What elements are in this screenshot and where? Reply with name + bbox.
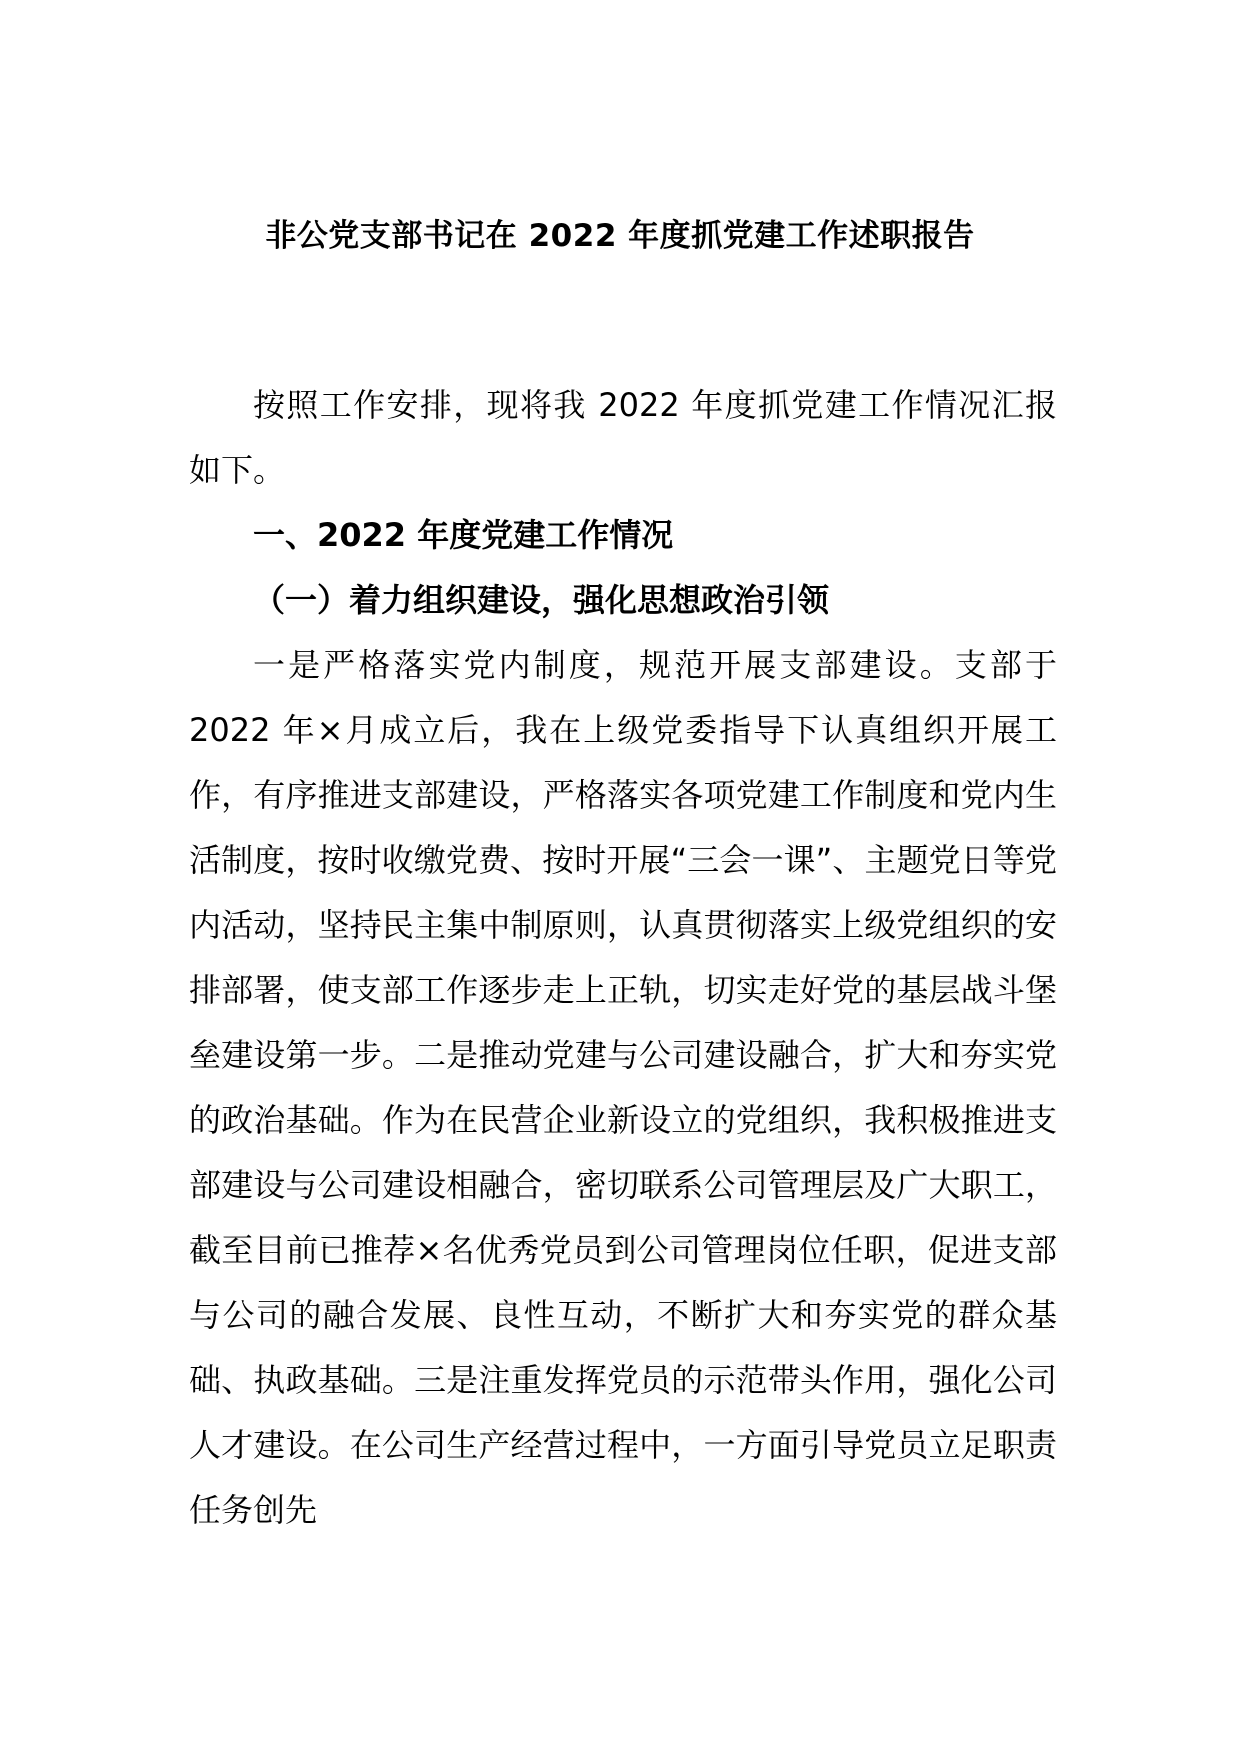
subsection-heading: （一）着力组织建设，强化思想政治引领 xyxy=(253,581,830,619)
body-paragraph: 一是严格落实党内制度，规范开展支部建设。支部于2022 年×月成立后，我在上级党委指导下认真组织开展工作，有序推进支部建设，严格落实各项党建工作制度和党内生活制度，按时收缴党费、按时开展“三会一课”、主题党日等党内活动，坚持民主集中制原则，认真贯彻落实上级党组织的安排部署，使支部工作逐步走上正轨，切实走好党的基层战斗堡垒建设第一步。二是推动党建与公司建设融合，扩大和夯实党的政治基础。作为在民营企业新设立的党组织，我积极推进支部建设与公司建设相融合，密切联系公司管理层及广大职工，截至目前已推荐×名优秀党员到公司管理岗位任职，促进支部与公司的融合发展、良性互动，不断扩大和夯实党的群众基础、执政基础。三是注重发挥党员的示范带头作用，强化公司人才建设。在公司生产经营过程中，一方面引导党员立足职责任务创先 xyxy=(189,646,1057,1529)
section-heading: 一、2022 年度党建工作情况 xyxy=(253,516,674,554)
document-title: 非公党支部书记在 2022 年度抓党建工作述职报告 xyxy=(265,218,975,254)
document-body xyxy=(189,373,1057,1543)
intro-paragraph: 按照工作安排，现将我 2022 年度抓党建工作情况汇报如下。 xyxy=(189,386,1057,489)
